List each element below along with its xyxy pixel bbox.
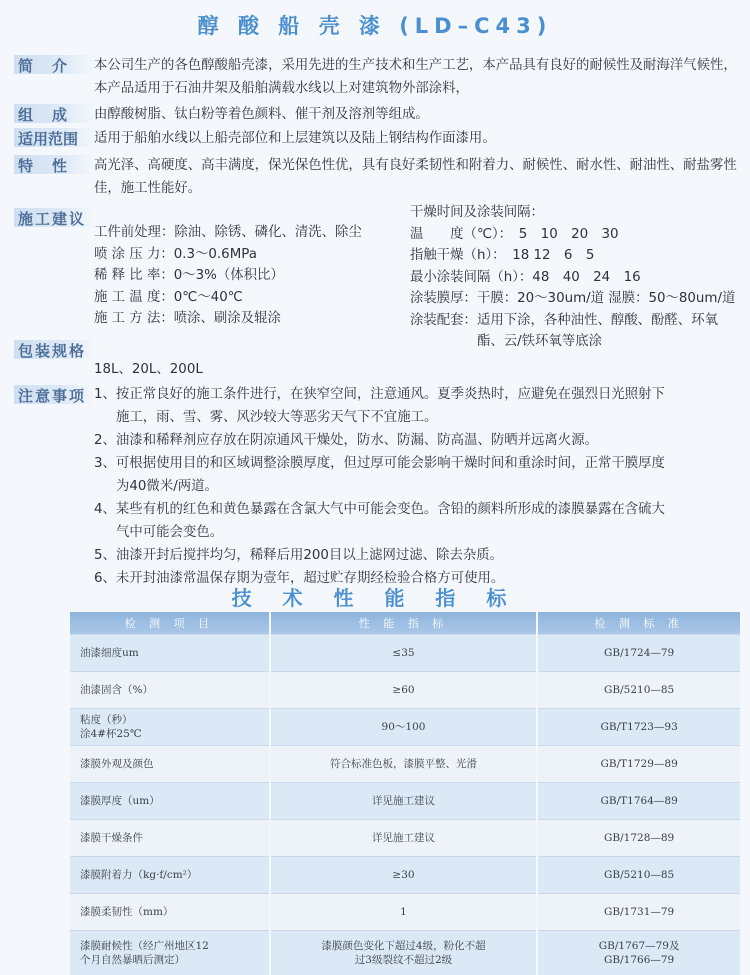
section-label: 特 性 xyxy=(14,155,94,174)
table-row xyxy=(70,783,741,820)
note-line: 6、未开封油漆常温保存期为壹年，超过贮存期经检验合格方可使用。 xyxy=(94,567,738,590)
tech-spec-table xyxy=(70,612,742,975)
column-header: 检 测 标 准 xyxy=(537,612,741,635)
table-row xyxy=(70,635,741,672)
note-line: 1、按正常良好的施工条件进行，在狭窄空间，注意通风。夏季炎热时，应避免在强烈日光照射下 xyxy=(94,383,738,406)
table-row xyxy=(70,857,741,894)
construction-row: 最小涂装间隔（h）：48 40 24 16 xyxy=(410,267,735,289)
section-label: 适用范围 xyxy=(14,128,94,147)
table-row xyxy=(70,746,741,783)
section-label: 施工建议 xyxy=(14,208,94,227)
list-item xyxy=(94,429,738,452)
construction-right xyxy=(410,202,735,353)
construction-row: 温 度（℃）： 5 10 20 30 xyxy=(410,224,735,246)
note-line: 气中可能会变色。 xyxy=(94,521,738,544)
note-line: 4、某些有机的红色和黄色暴露在含氯大气中可能会变色。含铅的颜料所形成的漆膜暴露在含硫大 xyxy=(94,498,738,521)
table-row xyxy=(70,894,741,931)
table-cell-value: 详见施工建议 xyxy=(270,783,538,820)
list-item xyxy=(94,383,738,429)
table-cell-std: GB/T1764—89 xyxy=(537,783,741,820)
table-cell-std: GB/1724—79 xyxy=(537,635,741,672)
table-cell-std: GB/T1723—93 xyxy=(537,709,741,746)
table-cell-item: 漆膜厚度（um） xyxy=(70,783,270,820)
table-cell-std: GB/1731—79 xyxy=(537,894,741,931)
construction-row: 工件前处理：除油、除锈、磷化、清洗、除尘 xyxy=(94,222,362,244)
construction-row: 施 工 方 法：喷涂、刷涂及辊涂 xyxy=(94,308,362,330)
table-cell-std: GB/1767—79及 GB/1766—79 xyxy=(537,931,741,975)
table-cell-item: 粘度（秒） 涂4#杯25℃ xyxy=(70,709,270,746)
list-item xyxy=(94,498,738,544)
table-cell-value: 1 xyxy=(270,894,538,931)
section-text: 适用于船舶水线以上船壳部位和上层建筑以及陆上钢结构作面漆用。 xyxy=(94,127,738,150)
note-line: 3、可根据使用目的和区域调整涂膜厚度，但过厚可能会影响干燥时间和重涂时间，正常干膜厚度 xyxy=(94,452,738,475)
table-cell-value: 详见施工建议 xyxy=(270,820,538,857)
section-label: 组 成 xyxy=(14,104,94,123)
table-cell-value: ≥60 xyxy=(270,672,538,709)
page-title: 醇 酸 船 壳 漆 (LD–C43) xyxy=(0,10,750,40)
column-header: 检 测 项 目 xyxy=(70,612,270,635)
table-row xyxy=(70,820,741,857)
table-cell-value: 漆膜颜色变化下超过4级，粉化不超 过3级裂纹不超过2级 xyxy=(270,931,538,975)
table-cell-item: 漆膜附着力（kg·f/cm²） xyxy=(70,857,270,894)
table-cell-item: 漆膜柔韧性（mm） xyxy=(70,894,270,931)
construction-row: 指触干燥（h）： 18 12 6 5 xyxy=(410,245,735,267)
section-text: 高光泽、高硬度、高丰满度，保光保色性优，具有良好柔韧性和附着力、耐候性、耐水性、耐油性、耐盐雾性佳，施工性能好。 xyxy=(94,154,738,200)
table-cell-value: ≤35 xyxy=(270,635,538,672)
section-text: 本公司生产的各色醇酸船壳漆，采用先进的生产技术和生产工艺，本产品具有良好的耐候性及耐海洋气候性，本产品适用于石油井架及船舶满载水线以上对建筑物外部涂料， xyxy=(94,54,738,100)
section-label: 简 介 xyxy=(14,55,94,74)
table-cell-std: GB/T1729—89 xyxy=(537,746,741,783)
column-header: 性 能 指 标 xyxy=(270,612,538,635)
table-row xyxy=(70,931,741,975)
table-cell-std: GB/1728—89 xyxy=(537,820,741,857)
construction-left xyxy=(94,222,362,330)
table-cell-item: 油漆细度um xyxy=(70,635,270,672)
table-row xyxy=(70,709,741,746)
table-cell-std: GB/5210—85 xyxy=(537,857,741,894)
construction-row: 涂装膜厚：干膜：20～30um/道 湿膜：50～80um/道 xyxy=(410,288,735,310)
table-row xyxy=(70,672,741,709)
table-cell-std: GB/5210—85 xyxy=(537,672,741,709)
note-line: 5、油漆开封后搅拌均匀，稀释后用200目以上滤网过滤、除去杂质。 xyxy=(94,544,738,567)
table-header-row xyxy=(70,612,741,635)
section-text: 由醇酸树脂、钛白粉等着色颜料、催干剂及溶剂等组成。 xyxy=(94,103,738,126)
construction-row: 涂装配套：适用下涂，各种油性、醇酸、酚醛、环氧 xyxy=(410,310,735,332)
note-line: 施工，雨、雪、雾、风沙较大等恶劣天气下不宜施工。 xyxy=(94,406,738,429)
section-label: 注意事项 xyxy=(14,385,94,404)
table-cell-item: 油漆固含（%） xyxy=(70,672,270,709)
construction-row: 酯、云/铁环氧等底涂 xyxy=(410,331,735,353)
construction-row: 干燥时间及涂装间隔： xyxy=(410,202,735,224)
table-cell-value: 符合标准色板，漆膜平整、光滑 xyxy=(270,746,538,783)
table-cell-value: 90～100 xyxy=(270,709,538,746)
list-item xyxy=(94,544,738,567)
table-cell-item: 漆膜外观及颜色 xyxy=(70,746,270,783)
table-cell-item: 漆膜耐候性（经广州地区12 个月自然暴晒后测定） xyxy=(70,931,270,975)
construction-row: 喷 涂 压 力：0.3～0.6MPa xyxy=(94,244,362,266)
section-text: 18L、20L、200L xyxy=(94,358,738,381)
construction-row: 稀 释 比 率：0～3%（体积比） xyxy=(94,265,362,287)
table-cell-value: ≥30 xyxy=(270,857,538,894)
list-item xyxy=(94,452,738,498)
tech-spec-title: 技 术 性 能 指 标 xyxy=(0,582,750,611)
construction-row: 施 工 温 度：0℃～40℃ xyxy=(94,287,362,309)
section-label: 包装规格 xyxy=(14,340,94,359)
note-line: 为40微米/两道。 xyxy=(94,475,738,498)
note-line: 2、油漆和稀释剂应存放在阴凉通风干燥处，防水、防漏、防高温、防晒并远离火源。 xyxy=(94,429,738,452)
table-cell-item: 漆膜干燥条件 xyxy=(70,820,270,857)
notes-list xyxy=(94,383,738,590)
